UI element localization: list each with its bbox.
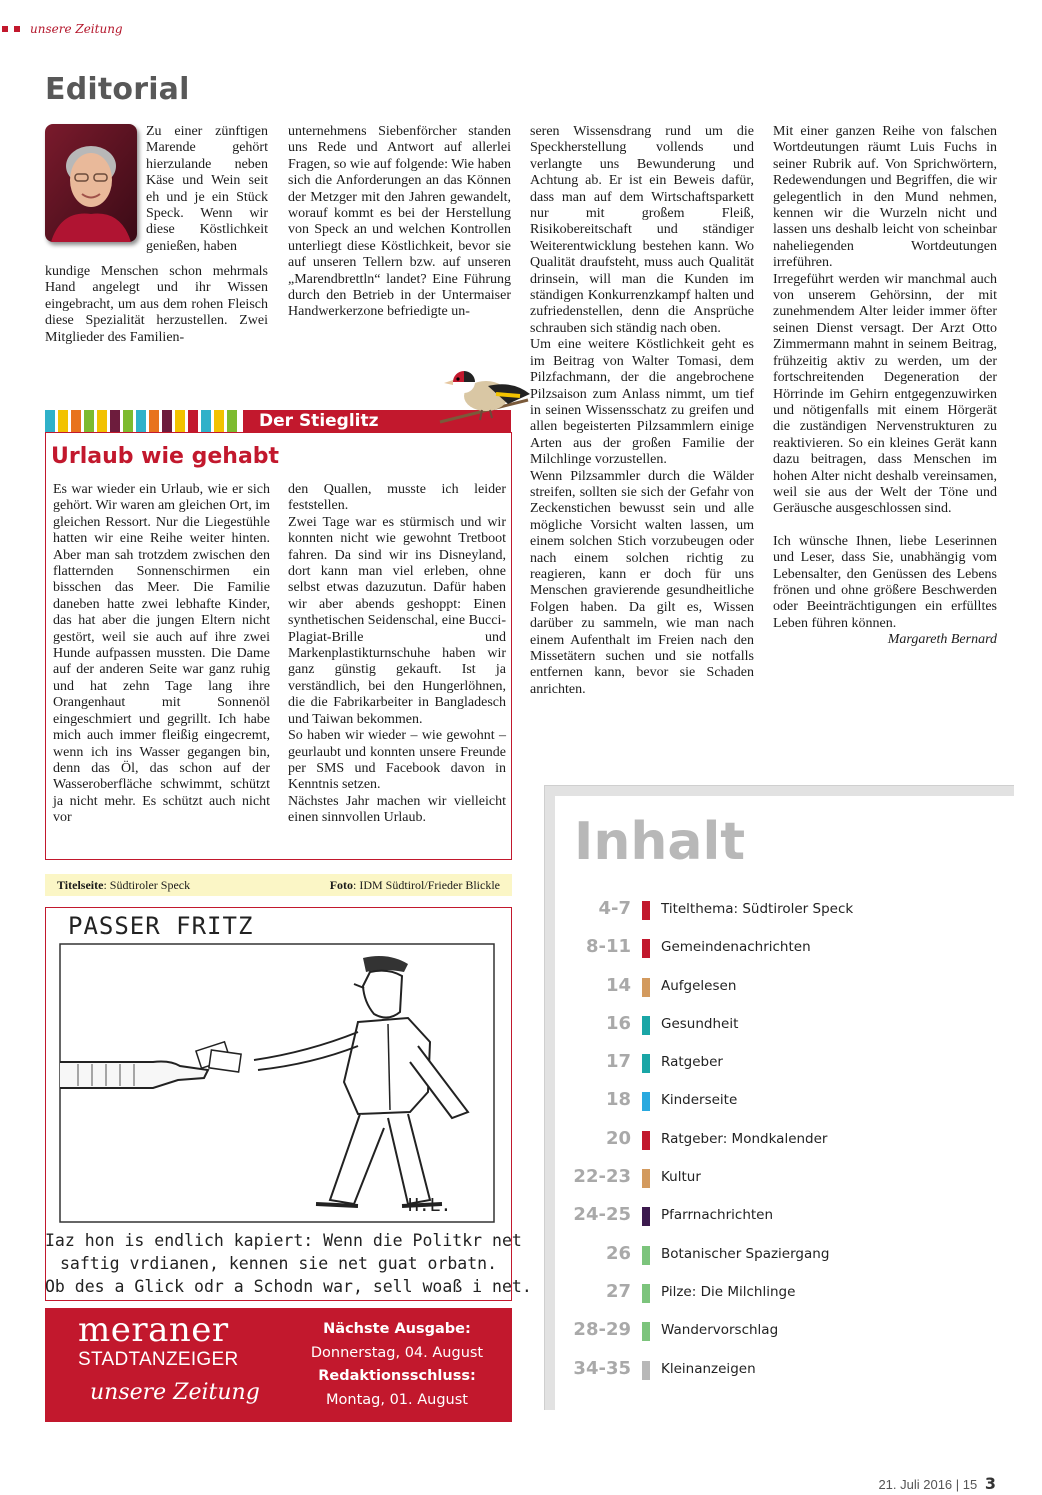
contents-label: Kultur	[661, 1169, 701, 1186]
contents-list	[548, 898, 988, 1396]
contents-page-range: 28-29	[573, 1319, 631, 1341]
contents-color-marker	[642, 1207, 650, 1226]
photo-credit: Foto: IDM Südtirol/Frieder Blickle	[329, 878, 500, 892]
cartoon-caption	[45, 1229, 532, 1298]
contents-page-range: 16	[605, 1012, 631, 1034]
contents-color-marker	[642, 1016, 650, 1035]
contents-label: Aufgelesen	[661, 977, 737, 994]
header-brand-bar	[2, 22, 123, 36]
cartoon-caption-line: Ob des a Glick odr a Schodn war, sell woaß i net.	[45, 1277, 532, 1296]
contents-color-marker	[642, 939, 650, 958]
contents-title: Inhalt	[574, 812, 746, 872]
color-stripe	[175, 410, 185, 432]
contents-item[interactable]	[548, 1166, 988, 1204]
stieglitz-text: Es war wieder ein Urlaub, wie er sich gehört. Wir waren am gleichen Ort, im gleichen Ressort. Nur die Liegestühle hatten wir eine Reihe weiter hinten. Aber man sah trotzdem zwischen den flatternden Sonnenschirmen ein bisschen das Meer. Die Familie daneben hatte zwei lebhafte Kinder, das hat aber die jungen Eltern nicht gestört, weil sie auch auf ihre zwei Hunde aufpassen mussten. Die Dame auf der anderen Seite war ganz ruhig und hat zehn Tage lang ihre Orangenhaut mit Sonnenöl eingeschmiert und gegrillt. Ich habe mich auch immer fleißig eingecremt, wenn ich ins Wasser gegangen bin, denn das Öl, das schon auf der Wasseroberfläche schwimmt, schützt ja nicht mehr. Es schützt auch nicht vor	[53, 482, 270, 826]
contents-page-range: 17	[605, 1051, 631, 1073]
contents-color-marker	[642, 1322, 650, 1341]
editorial-paragraph: Ich wünsche Ihnen, liebe Leserinnen und Leser, dass Sie, unabhängig vom Lebensalter, den Genüssen des Lebens frönen und ohne größere Beschwerden oder Beeinträchtigungen ein erfülltes Leben führen können.	[773, 533, 997, 631]
contents-item[interactable]	[548, 898, 988, 936]
stieglitz-paragraph: So haben wir wieder – wie gewohnt – geurlaubt und konnten unsere Freunde per SMS und Facebook davon in Kenntnis setzen.	[288, 728, 506, 793]
next-issue-label: Nächste Ausgabe:	[323, 1321, 471, 1337]
editorial-column-1b	[45, 264, 268, 346]
contents-item[interactable]	[548, 1051, 988, 1089]
color-stripe	[97, 410, 107, 432]
contents-label: Ratgeber: Mondkalender	[661, 1130, 828, 1147]
contents-color-marker	[642, 1361, 650, 1380]
contents-color-marker	[642, 1054, 650, 1073]
contents-page-range: 26	[605, 1242, 631, 1264]
contents-item[interactable]	[548, 975, 988, 1013]
page-number: 3	[984, 1474, 996, 1493]
stieglitz-header: Der Stieglitz	[243, 410, 511, 432]
editorial-column-4	[773, 124, 997, 649]
contents-label: Botanischer Spaziergang	[661, 1245, 830, 1262]
editorial-paragraph: seren Wissensdrang rund um die Speckherstellung vollends und verlangte uns Bewunderung und Achtung ab. Er ist ein Beweis dafür, dass man auf dem Wirtschaftsparkett nur mit großem Fleiß, Risikobereitschaft und ständiger Weiterentwicklung bestehen kann. Wo Qualität draufsteht, muss auch Qualität drinsein, will man die Kunden im ständigen Konkurrenzkampf halten und zufriedenstellen, denn die Ansprüche schrauben sich ständig nach oben.	[530, 124, 754, 336]
contents-item[interactable]	[548, 936, 988, 974]
next-issue-date: Donnerstag, 04. August	[310, 1344, 484, 1361]
color-stripe	[58, 410, 68, 432]
editorial-text: Zu einer zünftigen Marende gehört hierzulande neben Käse und Wein seit eh und je ein Stück Speck. Wenn wir diese Köstlichkeit genießen, haben	[146, 124, 268, 254]
contents-color-marker	[642, 1169, 650, 1188]
editorial-column-1a	[146, 124, 268, 255]
contents-label: Wandervorschlag	[661, 1322, 779, 1339]
next-issue-info	[292, 1318, 502, 1412]
stieglitz-column-1	[53, 482, 270, 827]
color-stripe	[71, 410, 81, 432]
contents-item[interactable]	[548, 1281, 988, 1319]
contents-color-marker	[642, 1246, 650, 1265]
author-photo	[45, 124, 137, 242]
editorial-title: Editorial	[45, 72, 190, 107]
page-footer	[878, 1474, 996, 1493]
header-square-2	[14, 26, 20, 32]
color-stripe	[45, 410, 55, 432]
stieglitz-paragraph: Nächstes Jahr machen wir vielleicht einen sinnvollen Urlaub.	[288, 793, 506, 826]
contents-label: Gemeindenachrichten	[661, 939, 811, 956]
color-stripe	[136, 410, 146, 432]
contents-page-range: 27	[605, 1280, 631, 1302]
contents-label: Kleinanzeigen	[661, 1360, 756, 1377]
contents-label: Ratgeber	[661, 1054, 723, 1071]
contents-page-range: 22-23	[573, 1166, 631, 1188]
contents-item[interactable]	[548, 1089, 988, 1127]
stieglitz-paragraph: den Quallen, musste ich leider feststellen.	[288, 482, 506, 514]
editorial-paragraph: Um eine weitere Köstlichkeit geht es im Beitrag von Walter Tomasi, dem Pilzfachmann, der die angebrochene Pilzsaison zum Anlass nimmt, um tief in seinen Wissensschatz zu greifen und allen begeisterten Pilzsammlern einige Arten aus der großen Familie der Milchlinge vorzustellen.	[530, 337, 754, 468]
contents-label: Pilze: Die Milchlinge	[661, 1283, 796, 1300]
contents-color-marker	[642, 978, 650, 997]
contents-page-range: 8-11	[585, 936, 631, 958]
header-square-1	[2, 26, 8, 32]
contents-item[interactable]	[548, 1243, 988, 1281]
cartoon-drawing	[58, 942, 498, 1227]
cartoon-signature: H.L.	[408, 1195, 452, 1216]
color-stripe	[162, 410, 172, 432]
contents-page-range: 24-25	[573, 1204, 631, 1226]
editorial-column-3	[530, 124, 754, 698]
editorial-text: kundige Menschen schon mehrmals Hand angelegt und ihr Wissen eingebracht, um aus dem rohen Fleisch diese Spezialität herzustellen. Zwei Mitglieder des Familien-	[45, 264, 268, 345]
deadline-label: Redaktionsschluss:	[318, 1368, 476, 1384]
color-stripe	[84, 410, 94, 432]
contents-item[interactable]	[548, 1319, 988, 1357]
contents-color-marker	[642, 1284, 650, 1303]
editorial-paragraph: Mit einer ganzen Reihe von falschen Wortdeutungen räumt Luis Fuchs in seiner Rubrik auf. Von Sprichwörtern, Redewendungen und Begriffen, die wir gelegentlich in den Mund nehmen, kennen wir die Wurzeln nicht und lassen uns deshalb leicht von scheinbar naheliegenden Wortdeutungen irreführen.	[773, 124, 997, 271]
contents-page-range: 20	[605, 1127, 631, 1149]
color-stripe	[214, 410, 224, 432]
cartoon-title: PASSER FRITZ	[68, 912, 254, 940]
header-brand: unsere Zeitung	[30, 22, 123, 36]
color-stripe	[123, 410, 133, 432]
editorial-signature: Margareth Bernard	[887, 632, 997, 648]
deadline-date: Montag, 01. August	[326, 1391, 468, 1408]
color-stripes	[45, 410, 240, 432]
contents-item[interactable]	[548, 1013, 988, 1051]
editorial-column-2	[288, 124, 511, 321]
editorial-paragraph: Irregeführt werden wir manchmal auch von unserem Gehörsinn, der mit zunehmendem Alter leider immer öfter seinen Dienst versagt. Der Arzt Otto Zimmermann mahnt in seinem Beitrag, frühzeitig aktiv zu werden, um der fortschreitenden Degeneration der Hörrinde im Gehirn entgegenzuwirken und nötigenfalls mit einem Hörgerät die zuständigen Nervenstrukturen zu reaktivieren. So ein kleines Gerät kann dazu beitragen, dass Menschen im hohen Alter nicht deshalb vereinsamen, weil sie aus der Welt der Töne und Geräusche ausgeschlossen sind.	[773, 271, 997, 517]
color-stripe	[110, 410, 120, 432]
cartoon-caption-line: saftig vrdianen, kennen sie net guat orbatn.	[59, 1254, 498, 1273]
goldfinch-icon	[438, 360, 532, 436]
contents-page-range: 14	[605, 974, 631, 996]
contents-page-range: 34-35	[573, 1357, 631, 1379]
photo-credit-bar	[45, 874, 512, 896]
color-stripe	[201, 410, 211, 432]
contents-item[interactable]	[548, 1128, 988, 1166]
contents-page-range: 18	[605, 1089, 631, 1111]
contents-color-marker	[642, 1092, 650, 1111]
cartoon-caption-line: Iaz hon is endlich kapiert: Wenn die Politkr net	[45, 1231, 522, 1250]
contents-color-marker	[642, 901, 650, 920]
contents-color-marker	[642, 1131, 650, 1150]
contents-page-range: 4-7	[598, 898, 631, 919]
stieglitz-column-2	[288, 482, 506, 827]
contents-label: Gesundheit	[661, 1015, 739, 1032]
editorial-text: unternehmens Siebenförcher standen uns Rede und Antwort auf allerlei Fragen, so wie auf folgende: Wie haben sich die Anforderungen an das Können der Metzger mit den Jahren gewandelt, worauf kommt es bei der Herstellung von Speck an und welchen Kontrollen unterliegt diese Köstlichkeit, bevor sie auf unseren Tellern bzw. auf unseren „Marendbrettln“ landet? Eine Führung durch den Betrieb in der Untermaiser Handwerkerzone befriedigte un-	[288, 124, 511, 320]
contents-item[interactable]	[548, 1358, 988, 1396]
masthead-tagline: unsere Zeitung	[90, 1380, 260, 1405]
cover-credit: Titelseite: Südtiroler Speck	[57, 878, 191, 892]
color-stripe	[227, 410, 237, 432]
contents-label: Pfarrnachrichten	[661, 1207, 774, 1224]
stieglitz-title: Urlaub wie gehabt	[51, 444, 280, 469]
editorial-paragraph: Wenn Pilzsammler durch die Wälder streifen, sollten sie sich der Gefahr von Zeckenstichen bewusst sein und alle mögliche Vorsicht walten lassen, um einem solchen Stich vorzubeugen oder nach einem solchen richtig zu reagieren, kann er doch für uns Menschen gravierende gesundheitliche Folgen haben. Da gilt es, Wissen darüber zu sammeln, wie man nach einem Aufenthalt im Freien nach den Missetätern suchen und sie notfalls entfernen kann, bevor sie Schaden anrichten.	[530, 468, 754, 697]
contents-label: Kinderseite	[661, 1092, 738, 1109]
color-stripe	[149, 410, 159, 432]
contents-label: Titelthema: Südtiroler Speck	[661, 901, 854, 917]
issue-date: 21. Juli 2016 | 15	[878, 1477, 978, 1492]
color-stripe	[188, 410, 198, 432]
masthead-subtitle: STADTANZEIGER	[78, 1349, 239, 1370]
masthead-title: meraner	[78, 1310, 229, 1350]
contents-item[interactable]	[548, 1204, 988, 1242]
stieglitz-paragraph: Zwei Tage war es stürmisch und wir konnten nicht wie gewohnt Tretboot fahren. Da sind wir ins Disneyland, dort kann man viel erleben, ohne selbst etwas dazuzutun. Dafür haben wir aber abends geshoppt: Einen synthetischen Seidenschal, eine Bucci-Plagiat-Brille und Markenplastikturnschuhe haben wir ganz günstig gekauft. Ist ja verständlich, bei den Hungerlöhnen, die die Fabrikarbeiter in Bangladesch und Taiwan bekommen.	[288, 514, 506, 727]
